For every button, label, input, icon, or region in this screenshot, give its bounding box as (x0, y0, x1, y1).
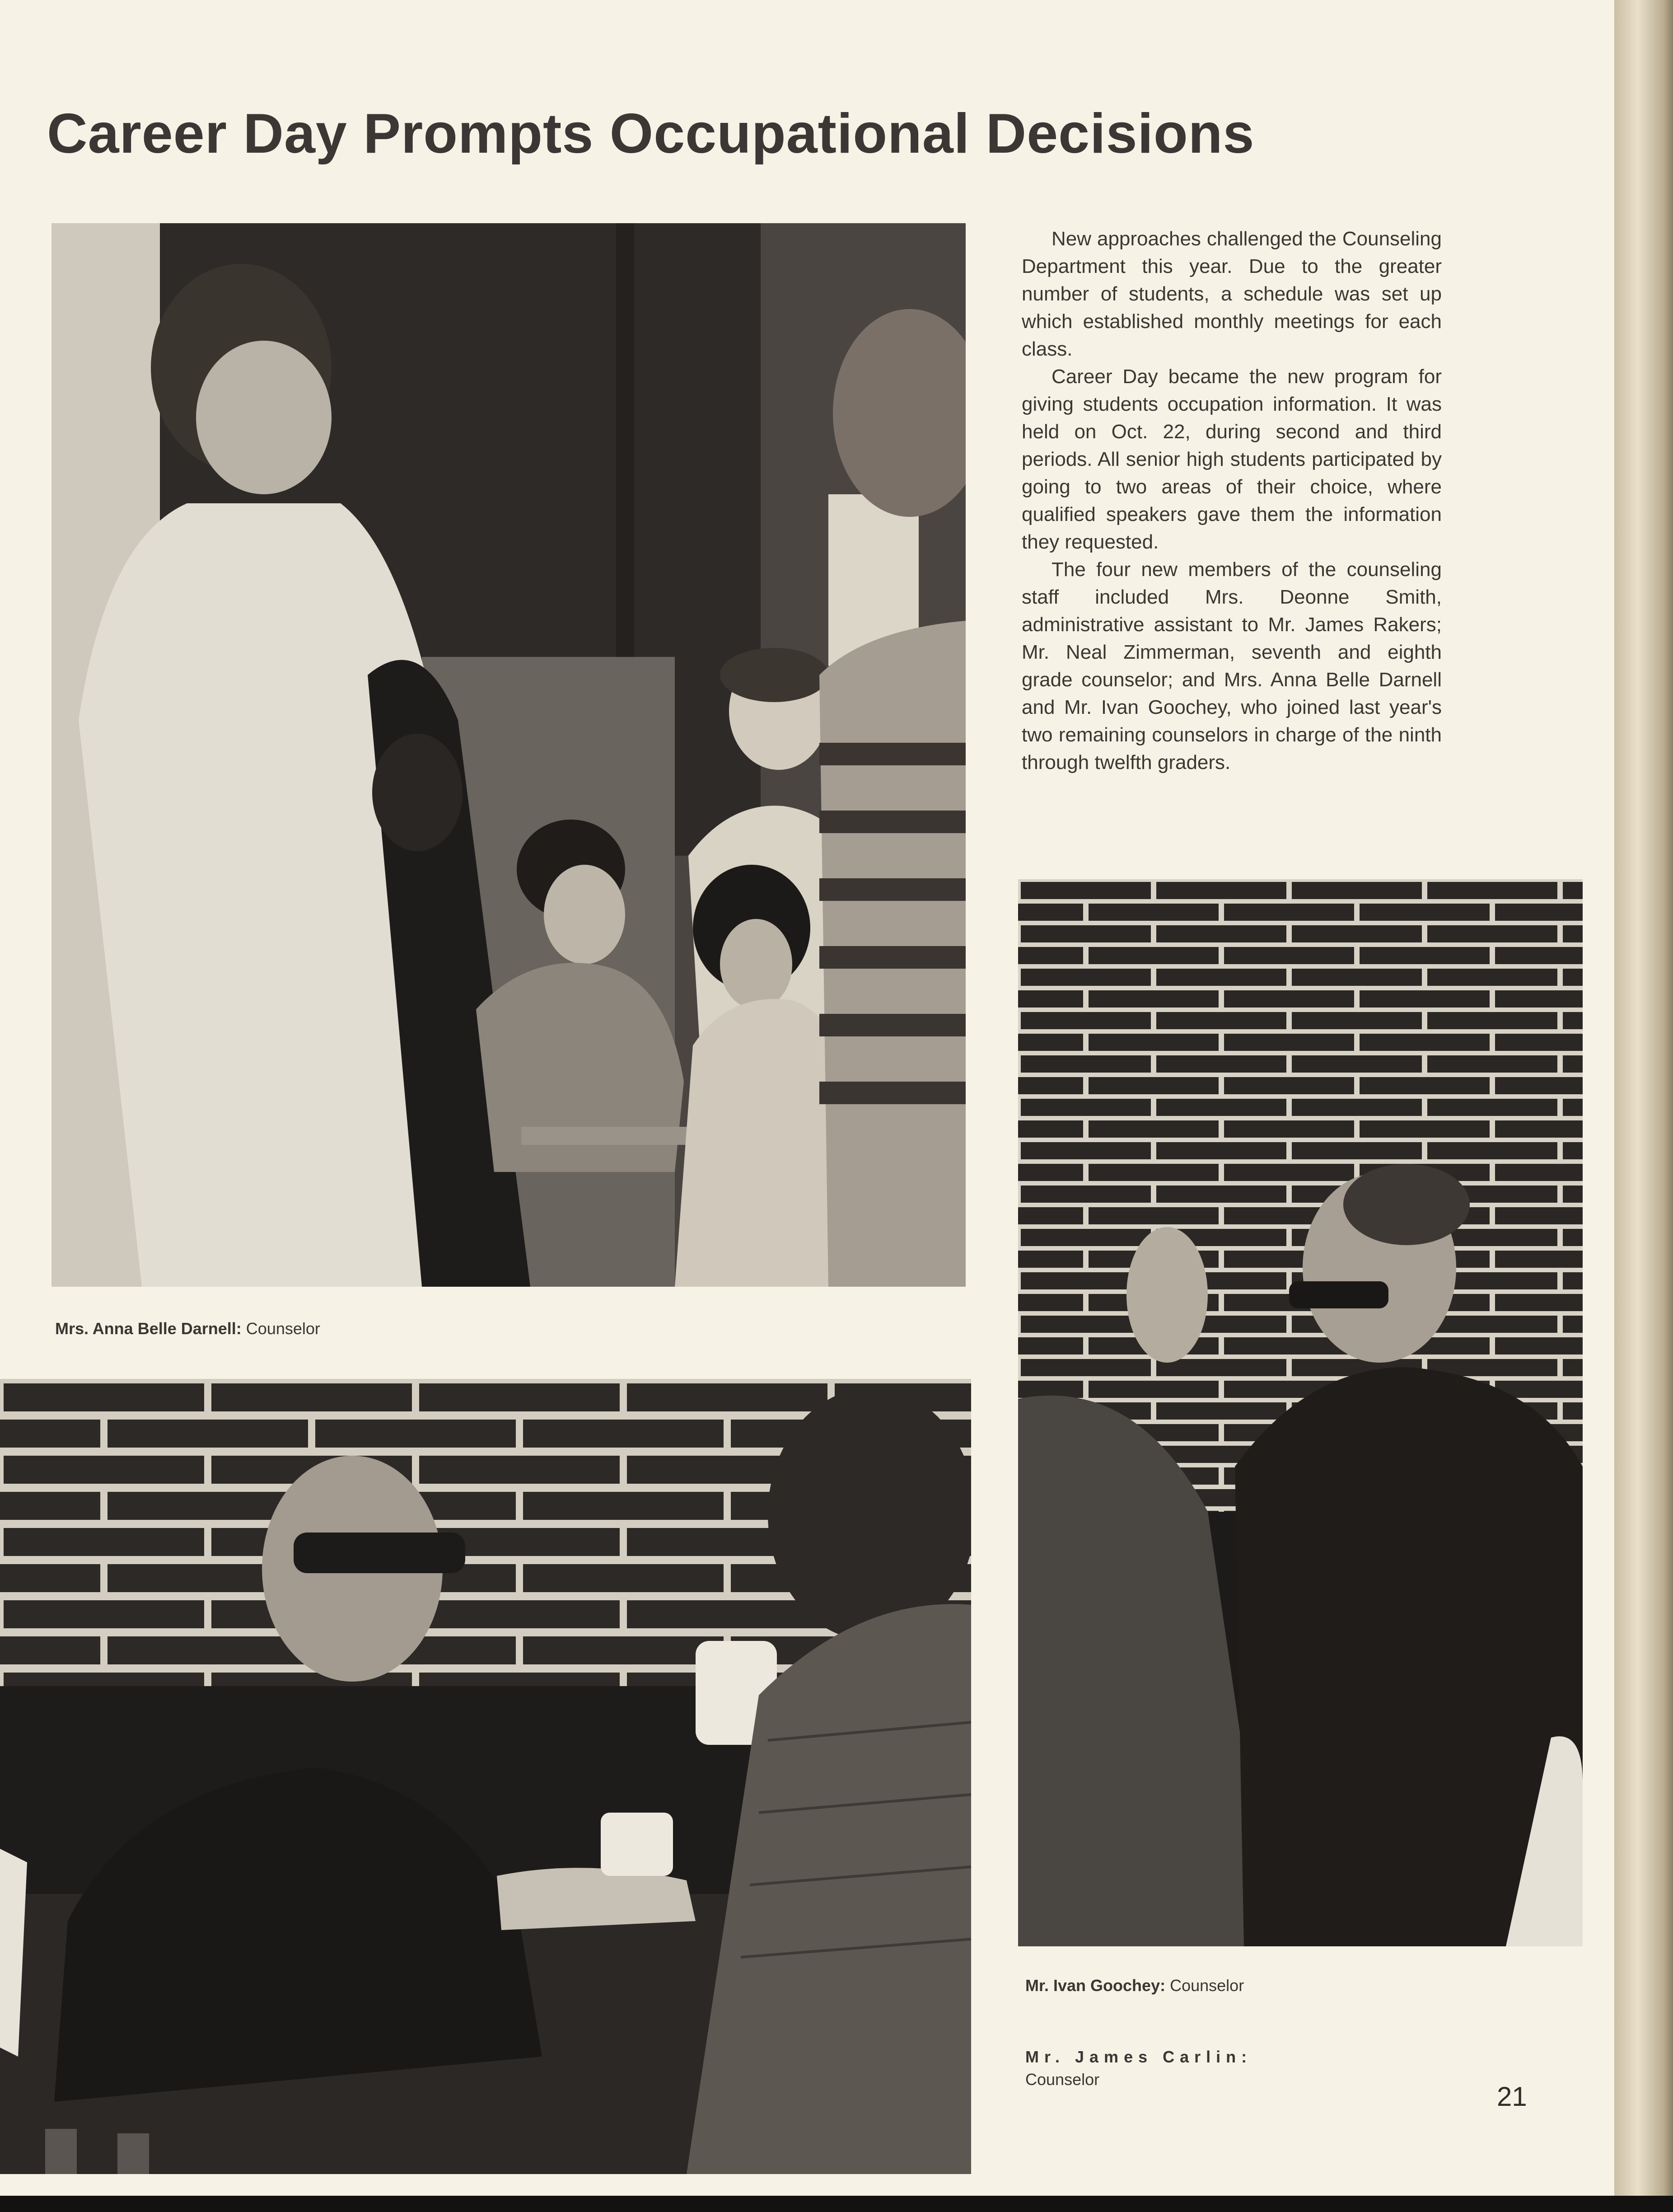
photo-caption (55, 1319, 320, 1338)
caption-role: Counselor (1025, 2070, 1100, 2089)
caption-name: Mr. James Carlin: (1025, 2048, 1252, 2066)
caption-role: Counselor (1170, 1976, 1244, 1995)
photo-caption (1025, 1976, 1244, 1995)
page-number: 21 (1497, 2081, 1527, 2112)
career-day-photo (51, 223, 966, 1287)
book-page-edge (1614, 0, 1673, 2212)
body-paragraph: The four new members of the counseling staff included Mrs. Deonne Smith, administrative assistant to Mr. James Rakers; Mr. Neal Zimmerman, seventh and eighth grade counselor; and Mrs. Anna Belle Darnell and Mr. Ivan Goochey, who joined last year's two remaining counselors in charge of the ninth through twelfth graders. (1022, 558, 1442, 773)
carlin-photo (0, 1379, 971, 2174)
photo-caption (1025, 2046, 1296, 2091)
body-paragraph: Career Day became the new program for giving students occupation information. It was held on Oct. 22, during second and third periods. All senior high students participated by going to two areas of their choice, where qualified speakers gave them the information they requested. (1022, 366, 1442, 553)
page-title: Career Day Prompts Occupational Decisions (47, 103, 1255, 165)
article-body (1022, 225, 1442, 776)
caption-name: Mrs. Anna Belle Darnell: (55, 1319, 242, 1338)
caption-role: Counselor (246, 1319, 320, 1338)
goochey-photo (1018, 879, 1583, 1946)
body-paragraph: New approaches challenged the Counseling Department this year. Due to the greater number of students, a schedule was set up which established monthly meetings for each class. (1022, 228, 1442, 360)
caption-name: Mr. Ivan Goochey: (1025, 1976, 1166, 1995)
scan-border (0, 2196, 1673, 2212)
